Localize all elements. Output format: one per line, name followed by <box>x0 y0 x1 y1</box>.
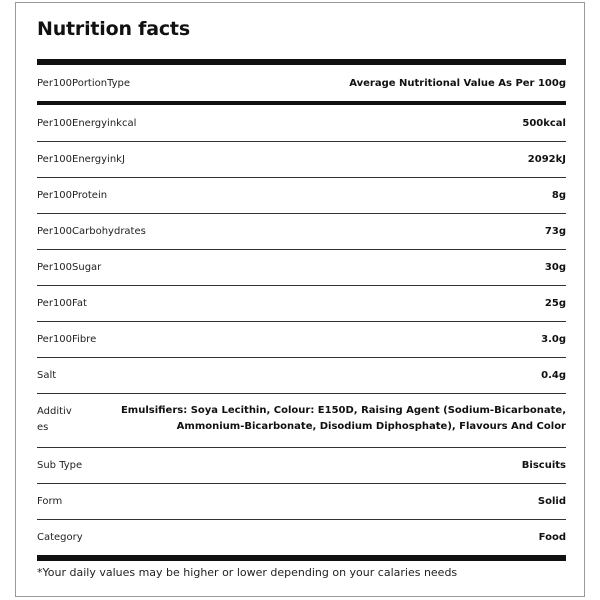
table-row <box>37 213 566 249</box>
row-label: Form <box>37 495 63 507</box>
row-label: Per100Fat <box>37 297 87 309</box>
row-value: Food <box>538 531 566 543</box>
row-label: Per100Sugar <box>37 261 102 273</box>
nutrition-facts-panel <box>15 2 585 597</box>
row-value: 0.4g <box>541 369 566 381</box>
row-value: Solid <box>537 495 566 507</box>
row-value: 25g <box>544 297 566 309</box>
row-label: Sub Type <box>37 459 83 471</box>
table-row <box>37 447 566 483</box>
page-title: Nutrition facts <box>37 18 190 40</box>
row-label: Per100Protein <box>37 189 108 201</box>
row-label: Salt <box>37 369 57 381</box>
row-value: 2092kJ <box>527 153 566 165</box>
row-label: Per100PortionType <box>37 77 131 89</box>
row-value: 500kcal <box>522 117 566 129</box>
table-row <box>37 483 566 519</box>
bottom-divider <box>37 555 566 561</box>
row-value: Emulsifiers: Soya Lecithin, Colour: E150D, Raising Agent (Sodium-Bicarbonate, Ammonium-Bicarbonate, Disodium Diphosphate), Flavours And Color <box>120 405 566 432</box>
row-label: Category <box>37 531 83 543</box>
footnote: *Your daily values may be higher or lower depending on your calaries needs <box>37 566 458 579</box>
table-row-additives <box>37 393 566 447</box>
table-row <box>37 285 566 321</box>
row-value: 8g <box>551 189 566 201</box>
row-value: Average Nutritional Value As Per 100g <box>349 77 566 89</box>
row-label: Per100Fibre <box>37 333 97 345</box>
table-row <box>37 321 566 357</box>
table-row <box>37 141 566 177</box>
table-row <box>37 177 566 213</box>
row-value: 73g <box>544 225 566 237</box>
row-label: Per100Carbohydrates <box>37 225 146 237</box>
row-value: Biscuits <box>521 459 566 471</box>
table-row <box>37 357 566 393</box>
row-value: 3.0g <box>541 333 566 345</box>
row-label: Per100EnergyinkJ <box>37 153 125 165</box>
row-value: 30g <box>544 261 566 273</box>
table-row <box>37 65 566 101</box>
table-row <box>37 105 566 141</box>
table-row <box>37 249 566 285</box>
row-label: Additives <box>37 406 72 433</box>
row-label: Per100Energyinkcal <box>37 117 137 129</box>
table-row <box>37 519 566 555</box>
